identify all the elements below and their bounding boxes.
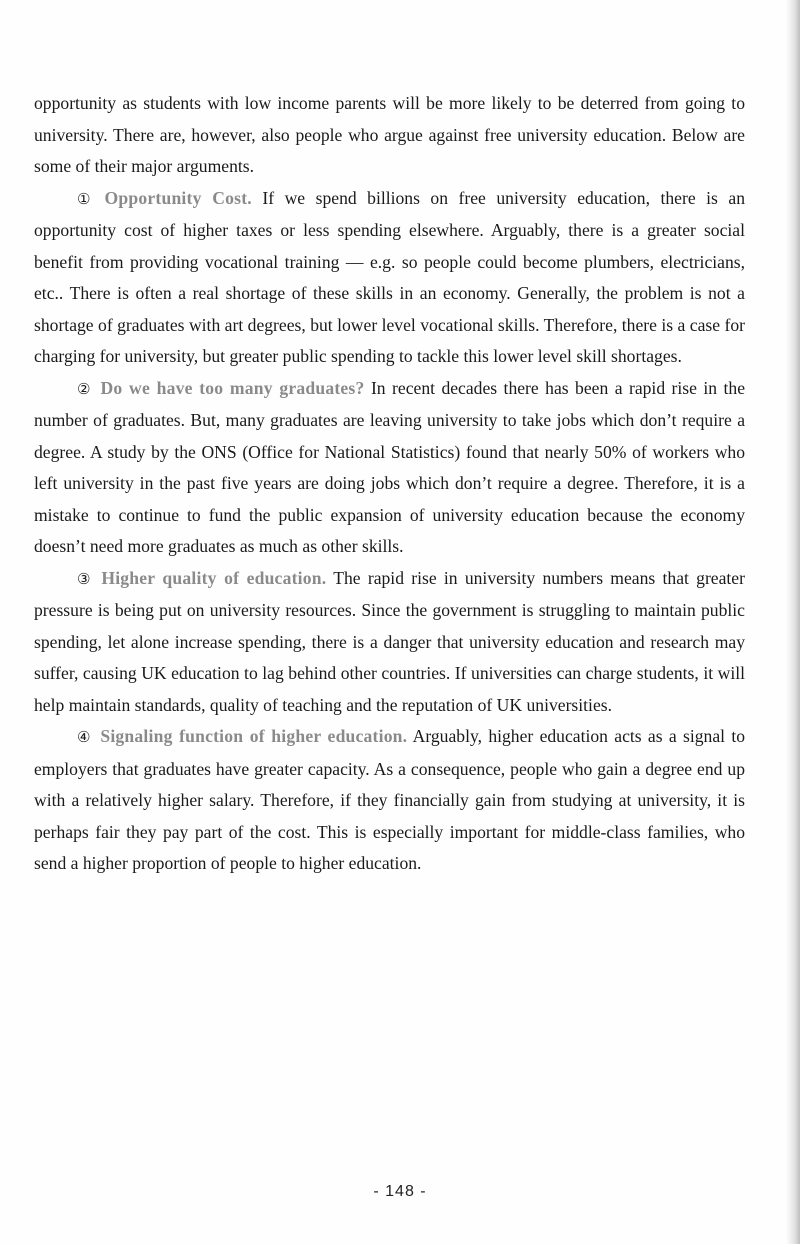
item-text-too-many-graduates: In recent decades there has been a rapid rise in the number of graduates. But, many graduates are leaving university to take jobs which don’t require a degree. A study by the ONS (Office for National Statistics) found that nearly 50% of workers who left university in the past five years are doing jobs which don’t require a degree. Therefore, it is a mistake to continue to fund the public expansion of university education because the economy doesn’t need more graduates as much as other skills. — [34, 377, 746, 556]
page-number: - 148 - — [373, 1183, 427, 1200]
item-text-higher-quality: The rapid rise in university numbers means that greater pressure is being put on university resources. Since the government is struggling to maintain public spending, let alone increase spending, there is a danger that university education and research may suffer, causing UK education to lag behind other countries. If universities can charge students, it will help maintain standards, quality of teaching and the reputation of UK universities. — [34, 567, 745, 715]
item-heading-higher-quality: Higher quality of education. — [101, 567, 327, 588]
continuation-paragraph: opportunity as students with low income parents will be more likely to be deterred from going to university. There are, however, also people who argue against free university education. Below are some of their major arguments. — [34, 93, 745, 176]
body-text — [34, 88, 745, 880]
item-number-1: ① — [77, 189, 97, 208]
item-heading-too-many-graduates: Do we have too many graduates? — [100, 377, 365, 398]
argument-signaling-function — [34, 721, 745, 880]
item-text-opportunity-cost: If we spend billions on free university education, there is an opportunity cost of higher taxes or less spending elsewhere. Arguably, there is a greater social benefit from providing vocational training — e.g. so people could become plumbers, electricians, etc.. There is often a real shortage of these skills in an economy. Generally, the problem is not a shortage of graduates with art degrees, but lower level vocational skills. Therefore, there is a case for charging for university, but greater public spending to tackle this lower level skill shortages. — [34, 187, 745, 366]
item-heading-opportunity-cost: Opportunity Cost. — [104, 187, 252, 208]
item-number-2: ② — [77, 379, 93, 398]
argument-higher-quality — [34, 563, 745, 722]
item-number-4: ④ — [77, 728, 93, 746]
page-edge-shadow — [786, 0, 800, 1244]
item-text-signaling-function: Arguably, higher education acts as a signal to employers that graduates have greater capacity. As a consequence, people who gain a degree end up with a relatively higher salary. Therefore, if they financially gain from studying at university, it is perhaps fair they pay part of the cost. This is especially important for middle-class families, who send a higher proportion of people to higher education. — [34, 726, 746, 873]
item-number-3: ③ — [77, 569, 94, 588]
item-heading-signaling-function: Signaling function of higher education. — [100, 726, 408, 746]
argument-opportunity-cost — [34, 183, 745, 373]
argument-too-many-graduates — [34, 373, 745, 563]
